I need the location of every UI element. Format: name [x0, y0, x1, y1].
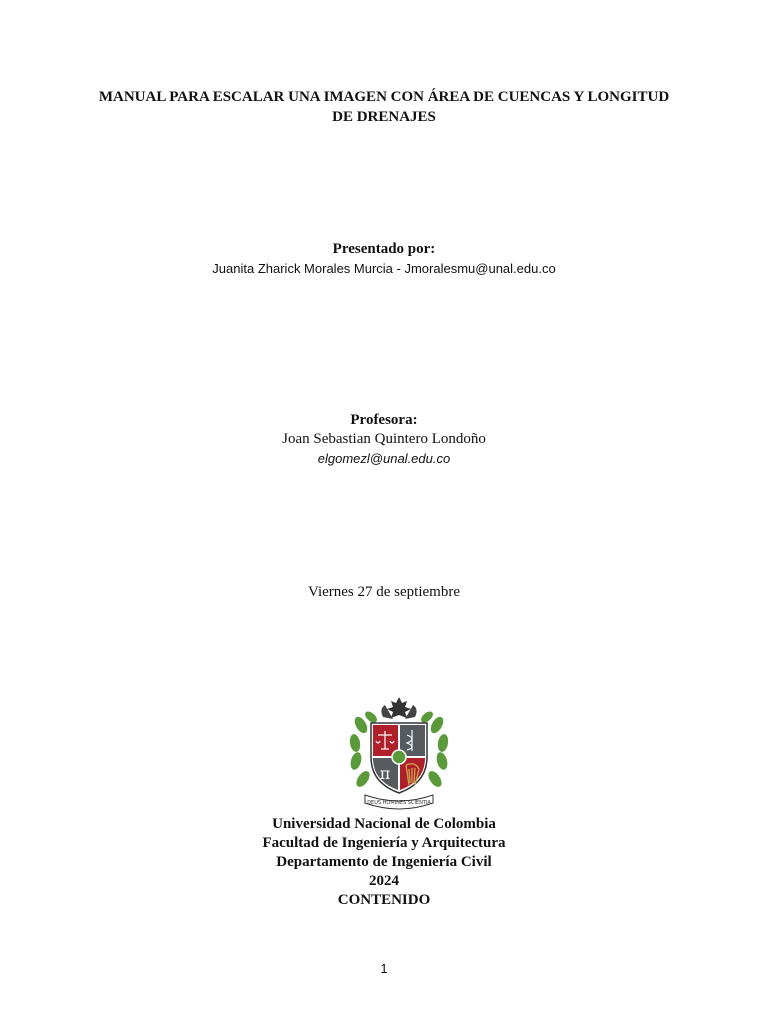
- university-name: Universidad Nacional de Colombia: [272, 816, 496, 832]
- institution-block: [0, 815, 768, 910]
- page-number: 1: [380, 961, 388, 976]
- year: 2024: [369, 873, 399, 889]
- department-name: Departamento de Ingeniería Civil: [276, 854, 492, 870]
- presented-by-heading: Presentado por:: [332, 241, 436, 257]
- professor-email: elgomezl@unal.edu.co: [317, 451, 451, 466]
- svg-text:π: π: [379, 764, 391, 783]
- university-coat-of-arms-icon: [349, 695, 449, 815]
- title-line-1: MANUAL PARA ESCALAR UNA IMAGEN CON ÁREA DE CUENCAS Y LONGITUD: [98, 89, 670, 105]
- author-line: Juanita Zharick Morales Murcia - Jmoralesmu@unal.edu.co: [212, 261, 556, 276]
- shield-icon: [371, 723, 427, 793]
- faculty-name: Facultad de Ingeniería y Arquitectura: [262, 835, 506, 851]
- professor-heading: Profesora:: [350, 412, 418, 428]
- title-line-2: DE DRENAJES: [332, 109, 436, 125]
- ribbon-text: DEUS HOMINES SCIENTIA: [367, 800, 431, 806]
- contents-heading: CONTENIDO: [337, 892, 431, 908]
- professor-name: Joan Sebastian Quintero Londoño: [282, 431, 486, 447]
- condor-icon: [381, 697, 416, 719]
- date-line: Viernes 27 de septiembre: [308, 584, 460, 600]
- document-title: [0, 87, 768, 127]
